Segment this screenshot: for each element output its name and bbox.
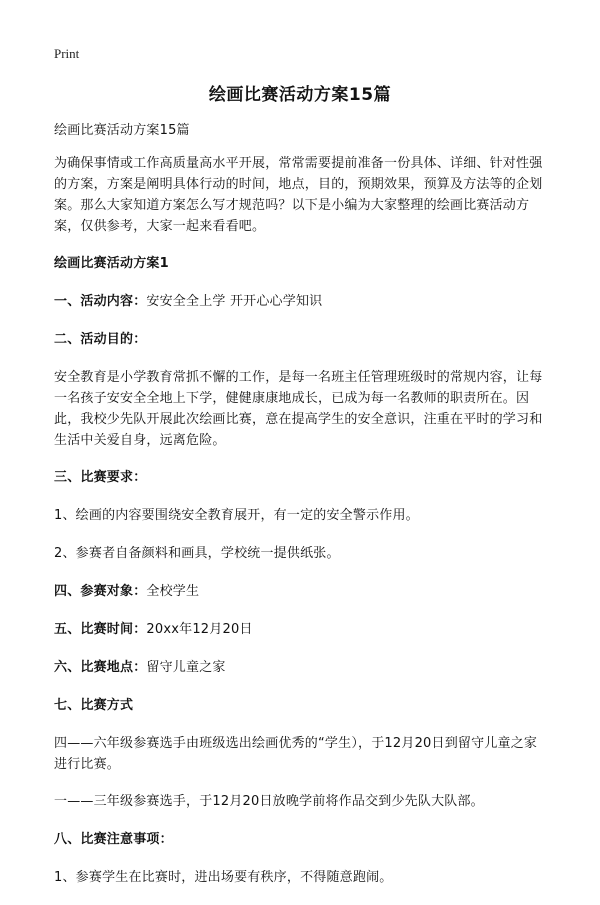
requirements-heading: 三、比赛要求： [54,470,147,485]
intro-paragraph: 为确保事情或工作高质量高水平开展，常常需要提前准备一份具体、详细、针对性强的方案，方案是阐明具体行动的时间，地点，目的，预期效果，预算及方法等的企划案。那么大家知道方案怎么写才规范吗？以下是小编为大家整理的绘画比赛活动方案，仅供参考，大家一起来看看吧。 [54,156,543,234]
activity-content [54,291,550,312]
subtitle: 绘画比赛活动方案15篇 [54,123,190,138]
participants-label: 四、参赛对象： [54,584,147,599]
format-heading: 七、比赛方式 [54,698,134,713]
purpose-heading: 二、活动目的： [54,332,147,347]
document-title: 绘画比赛活动方案15篇 [208,85,392,105]
notes-item: 1、参赛学生在比赛时，进出场要有秩序，不得随意跑闹。 [54,870,393,885]
print-link[interactable]: Print [54,46,80,61]
format-item: 一——三年级参赛选手，于12月20日放晚学前将作品交到少先队大队部。 [54,794,484,809]
participants-value: 全校学生 [146,584,200,599]
purpose-paragraph: 安全教育是小学教育常抓不懈的工作，是每一名班主任管理班级时的常规内容，让每一名孩子安安全全地上下学，健健康康地成长，已成为每一名教师的职责所在。因此，我校少先队开展此次绘画比赛，意在提高学生的安全意识，注重在平时的学习和生活中关爱自身，远离危险。 [54,370,543,448]
contest-time-label: 五、比赛时间： [54,622,147,637]
contest-location [54,657,550,678]
contest-location-label: 六、比赛地点： [54,660,147,675]
contest-time-value: 20xx年12月20日 [146,622,253,637]
document-body [54,120,550,905]
notes-heading: 八、比赛注意事项： [54,832,173,847]
activity-content-value: 安安全全上学 开开心心学知识 [146,294,323,309]
requirement-item: 1、绘画的内容要围绕安全教育展开，有一定的安全警示作用。 [54,508,419,523]
contest-time [54,619,550,640]
participants [54,581,550,602]
section-title: 绘画比赛活动方案1 [54,256,169,271]
activity-content-label: 一、活动内容： [54,294,147,309]
requirement-item: 2、参赛者自备颜料和画具，学校统一提供纸张。 [54,546,340,561]
format-item: 四——六年级参赛选手由班级选出绘画优秀的“学生），于12月20日到留守儿童之家进行比赛。 [54,736,538,772]
contest-location-value: 留守儿童之家 [146,660,226,675]
